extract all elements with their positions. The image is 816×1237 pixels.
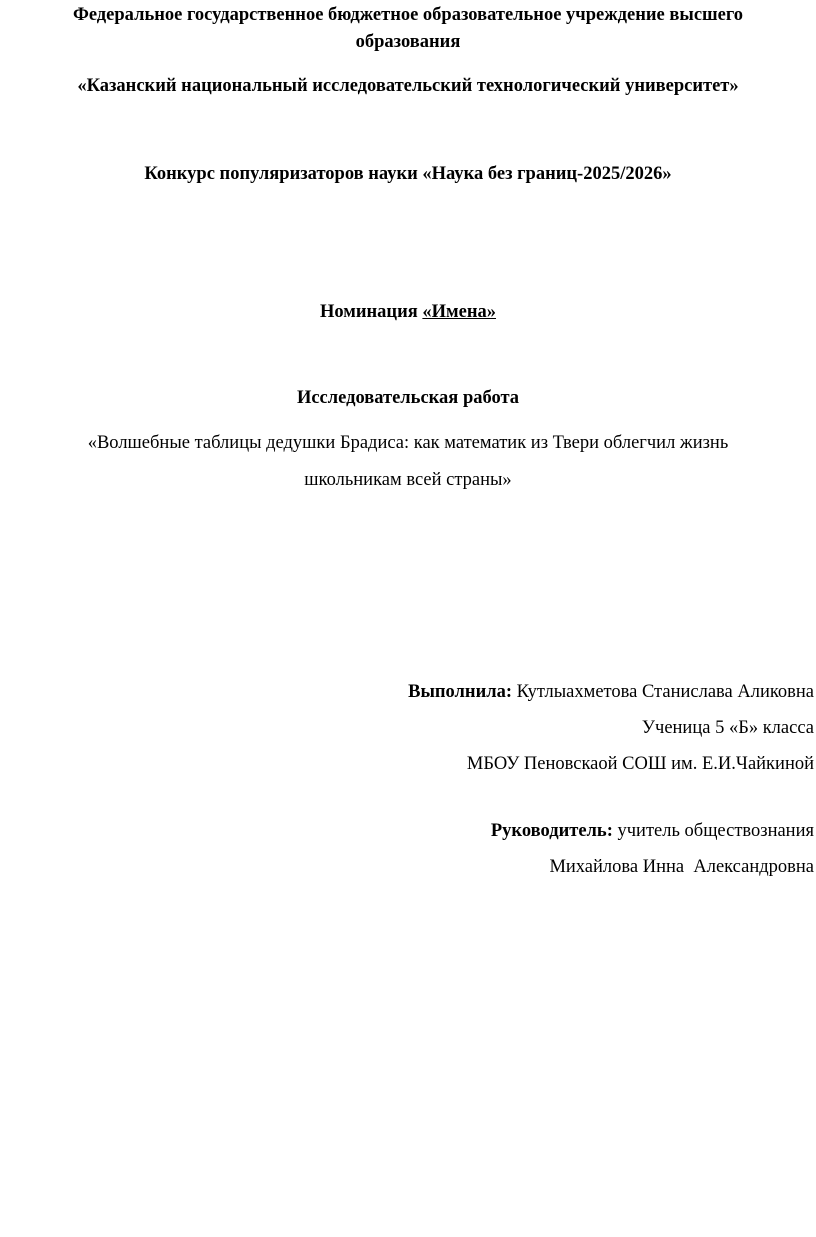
work-type-text: Исследовательская работа <box>296 388 520 408</box>
work-title-line-1 <box>0 434 816 453</box>
supervisor-label: Руководитель: <box>490 821 613 841</box>
contest-title-text: Конкурс популяризаторов науки «Наука без границ-2025/2026» <box>144 164 672 184</box>
author-label: Выполнила: <box>408 682 513 702</box>
author-line <box>408 683 814 702</box>
author-name: Кутлыахметова Станислава Аликовна <box>516 682 814 702</box>
university-name <box>0 77 816 96</box>
nomination <box>0 303 816 322</box>
institution-line-2 <box>0 33 816 52</box>
university-text: «Казанский национальный исследовательский технологический университет» <box>77 76 739 96</box>
work-title-line-2 <box>0 471 816 490</box>
work-type <box>0 389 816 408</box>
institution-text-1: Федеральное государственное бюджетное образовательное учреждение высшего <box>72 5 744 25</box>
nomination-value: «Имена» <box>422 302 497 322</box>
supervisor-name-text: Михайлова Инна Александровна <box>549 857 814 877</box>
work-title-text-1: «Волшебные таблицы дедушки Брадиса: как математик из Твери облегчил жизнь <box>87 433 729 453</box>
author-grade-text: Ученица 5 «Б» класса <box>641 718 814 738</box>
institution-text-2: образования <box>355 32 461 52</box>
author-school-text: МБОУ Пеновскаой СОШ им. Е.И.Чайкиной <box>466 754 814 774</box>
work-title-text-2: школьникам всей страны» <box>304 470 512 490</box>
supervisor-line <box>491 822 814 841</box>
institution-line-1 <box>0 6 816 25</box>
contest-title <box>0 165 816 184</box>
nomination-label: Номинация <box>319 302 418 322</box>
supervisor-position: учитель обществознания <box>617 821 814 841</box>
supervisor-name <box>549 858 814 877</box>
author-school <box>467 755 814 774</box>
author-grade <box>642 719 814 738</box>
